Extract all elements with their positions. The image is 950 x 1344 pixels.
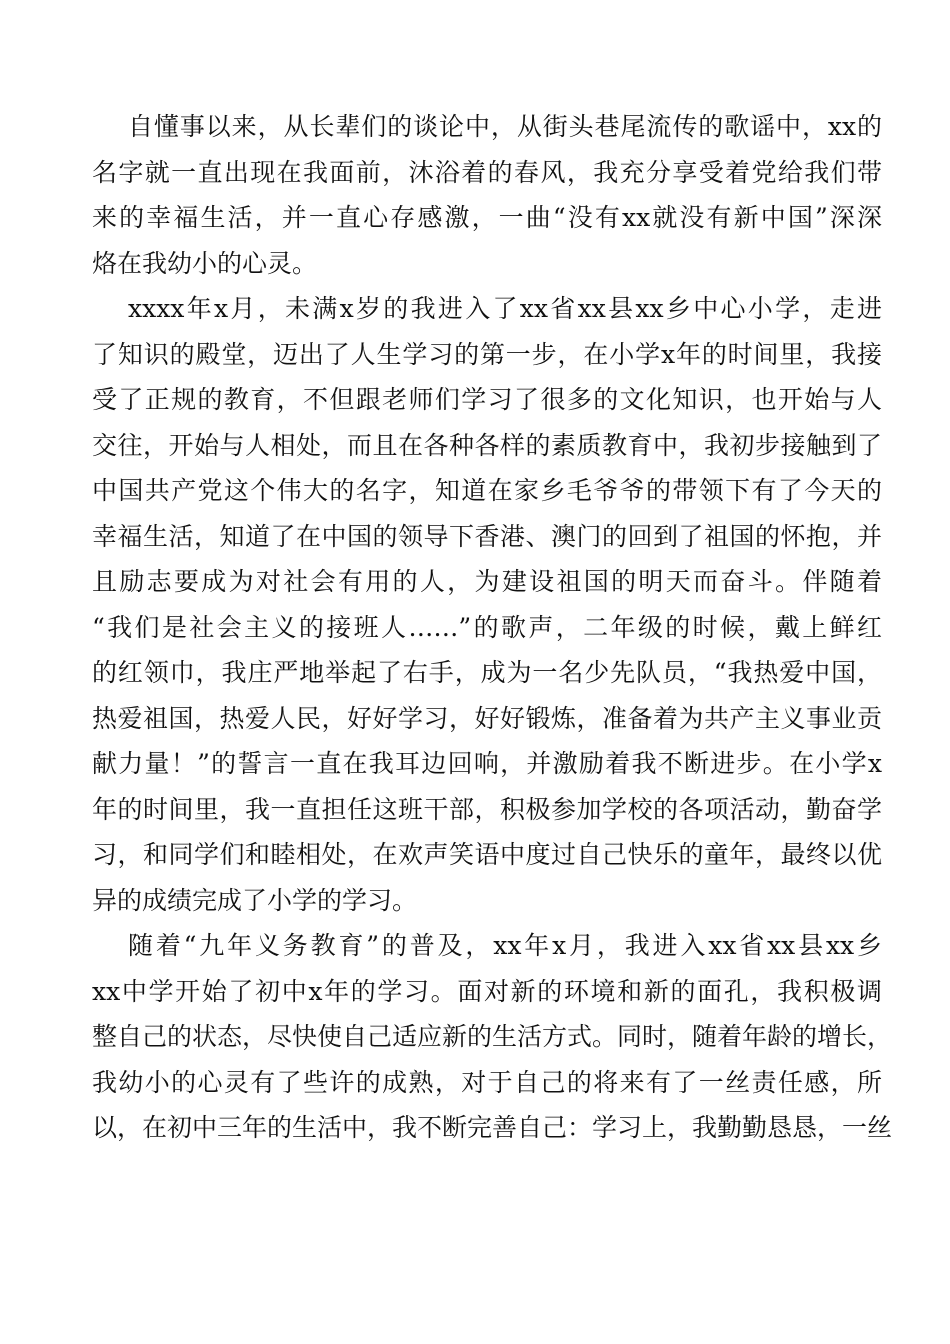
paragraph <box>92 923 893 1151</box>
text-line: 中国共产党这个伟大的名字，知道在家乡毛爷爷的带领下有了今天的 <box>92 476 882 505</box>
paragraph <box>92 286 882 923</box>
text-line: 习，和同学们和睦相处，在欢声笑语中度过自己快乐的童年，最终以优 <box>92 840 882 869</box>
paragraph <box>92 104 882 286</box>
text-line: 自懂事以来，从长辈们的谈论中，从街头巷尾流传的歌谣中，xx的 <box>128 112 882 141</box>
text-line: 幸福生活，知道了在中国的领导下香港、澳门的回到了祖国的怀抱，并 <box>92 521 882 551</box>
text-line: 整自己的状态，尽快使自己适应新的生活方式。同时，随着年龄的增长， <box>92 1022 893 1051</box>
text-line: 我幼小的心灵有了些许的成熟，对于自己的将来有了一丝责任感，所 <box>92 1067 882 1097</box>
text-line: “我们是社会主义的接班人……”的歌声，二年级的时候，戴上鲜红 <box>92 612 882 642</box>
text-line: 热爱祖国，热爱人民，好好学习，好好锻炼，准备着为共产主义事业贡 <box>92 703 882 733</box>
text-line: 献力量！”的誓言一直在我耳边回响，并激励着我不断进步。在小学x <box>92 749 882 778</box>
text-line: xx中学开始了初中x年的学习。面对新的环境和新的面孔，我积极调 <box>92 976 882 1006</box>
text-line: 的红领巾，我庄严地举起了右手，成为一名少先队员，“我热爱中国， <box>92 658 882 687</box>
document-body <box>92 104 893 1151</box>
text-line: 受了正规的教育，不但跟老师们学习了很多的文化知识，也开始与人 <box>92 385 882 414</box>
text-line: 随着“九年义务教育”的普及，xx年x月，我进入xx省xx县xx乡 <box>128 931 882 960</box>
text-line: 以，在初中三年的生活中，我不断完善自己：学习上，我勤勤恳恳，一丝 <box>92 1113 893 1142</box>
text-line: 年的时间里，我一直担任这班干部，积极参加学校的各项活动，勤奋学 <box>92 794 882 824</box>
text-line: 来的幸福生活，并一直心存感激，一曲“没有xx就没有新中国”深深 <box>92 203 882 232</box>
text-line: 了知识的殿堂，迈出了人生学习的第一步，在小学x年的时间里，我接 <box>92 339 882 369</box>
text-line: 烙在我幼小的心灵。 <box>92 248 318 278</box>
text-line: xxxx年x月，未满x岁的我进入了xx省xx县xx乡中心小学，走进 <box>128 294 882 323</box>
text-line: 交往，开始与人相处，而且在各种各样的素质教育中，我初步接触到了 <box>92 430 882 460</box>
text-line: 名字就一直出现在我面前，沐浴着的春风，我充分享受着党给我们带 <box>92 157 882 187</box>
text-line: 且励志要成为对社会有用的人，为建设祖国的明天而奋斗。伴随着 <box>92 567 882 596</box>
text-line: 异的成绩完成了小学的学习。 <box>92 885 418 915</box>
